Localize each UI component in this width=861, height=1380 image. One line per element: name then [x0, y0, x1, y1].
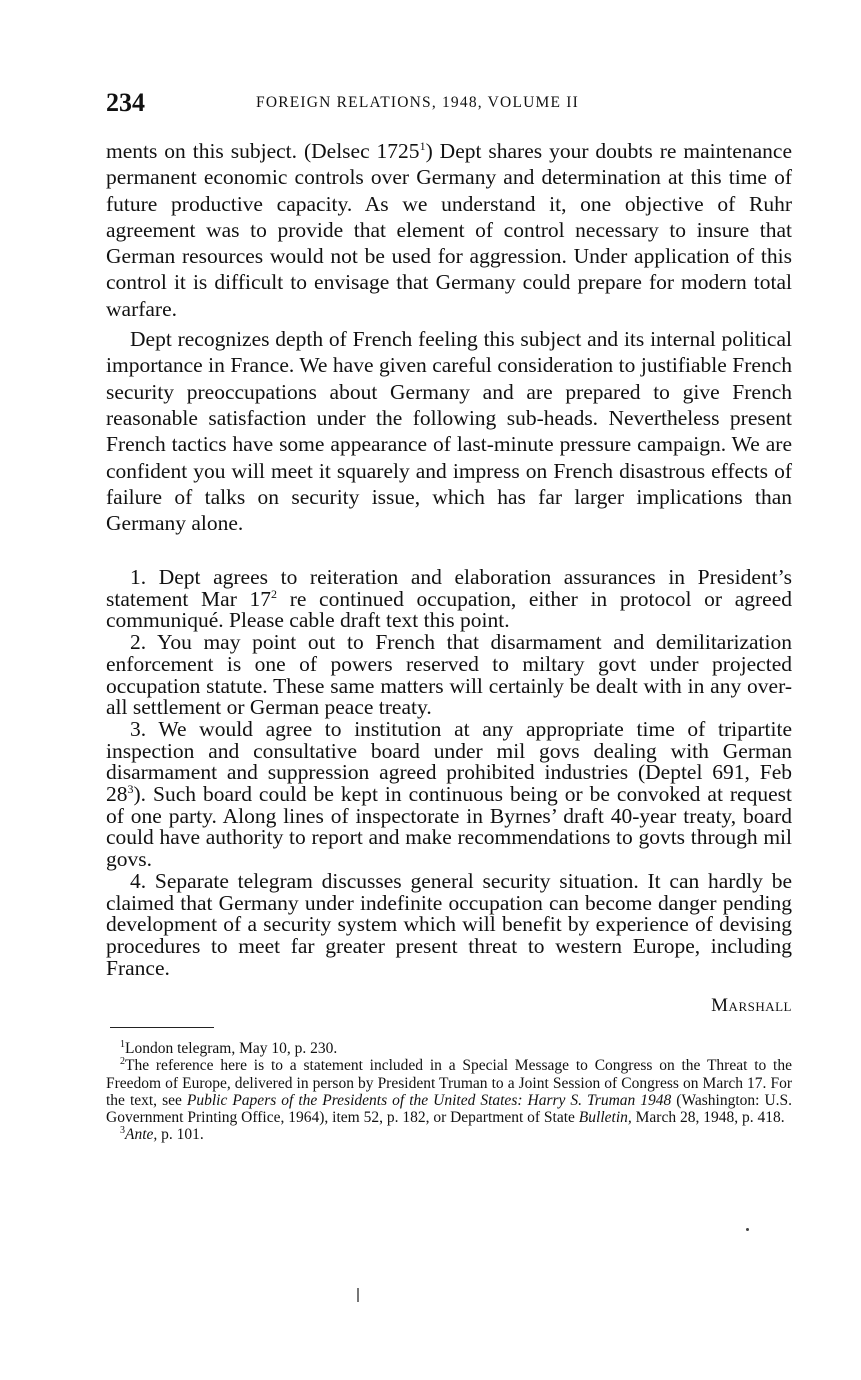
point-1 — [106, 567, 792, 632]
page-number: 234 — [106, 88, 145, 117]
point-3-part-a: 3. We would agree to institution at any appropriate time of tripartite inspection and consultative board under mil govs dealing with German disarmament and suppression agreed prohibited industries (Deptel 691, Feb 28 — [106, 716, 792, 807]
footnote-3 — [106, 1126, 792, 1143]
footnotes — [106, 1040, 792, 1144]
footnote-ref-3: 3 — [127, 781, 134, 796]
paragraph-1-part-b: ) Dept shares your doubts re maintenance permanent economic controls over Germany and determination at this time of future productive capacity. As we understand it, one objective of Ruhr agreement was to provide that element of control necessary to insure that German resources would not be used for aggression. Under application of this control it is difficult to envisage that Germany could prepare for modern total warfare. — [106, 139, 792, 321]
page-header — [106, 88, 792, 118]
footnote-1-text: London telegram, May 10, p. 230. — [125, 1040, 338, 1057]
footnote-2-title-1: Public Papers of the Presidents of the United States: Harry S. Truman 1948 — [186, 1091, 672, 1109]
footnote-2-text-b: (Washington: U.S. Government Printing Office, 1964), item 52, p. 182, or Department of State — [106, 1091, 793, 1127]
footnote-ref-2: 2 — [271, 586, 278, 601]
body-text — [106, 138, 792, 536]
footnote-3-mark: 3 — [120, 1125, 125, 1137]
paragraph-1-part-a: ments on this subject. (Delsec 1725 — [106, 139, 420, 163]
footnote-rule — [110, 1027, 214, 1028]
footnote-1 — [106, 1040, 792, 1057]
running-head: FOREIGN RELATIONS, 1948, VOLUME II — [256, 94, 579, 111]
point-3 — [106, 716, 792, 872]
footnote-2-text-c: March 28, 1948, p. 418. — [631, 1109, 785, 1127]
footnote-2 — [106, 1057, 792, 1126]
scan-mark — [357, 1288, 359, 1302]
footnote-ref-1: 1 — [419, 138, 426, 153]
point-1-part-b: re continued occupation, either in protocol or agreed communiqué. Please cable draft text this point. — [106, 586, 792, 633]
point-1-part-a: 1. Dept agrees to reiteration and elaboration assurances in President’s statement Mar 17 — [106, 565, 792, 611]
point-2: 2. You may point out to French that disarmament and demilitarization enforcement is one of powers reserved to miltary govt under projected occupation statute. These same matters will certainly be dealt with in any over-all settlement or German peace treaty. — [106, 630, 792, 720]
footnote-3-ante: Ante, — [125, 1126, 158, 1144]
paragraph-1 — [106, 138, 792, 322]
footnote-2-title-2: Bulletin, — [578, 1109, 632, 1127]
signature: Marshall — [711, 995, 792, 1016]
point-3-part-b: ). Such board could be kept in continuous being or be convoked at request of one party. Along lines of inspectorate in Byrnes’ draft 40-year treaty, board could have authority to report and make recommendations to govts through mil govs. — [106, 782, 792, 872]
footnote-3-text: p. 101. — [157, 1126, 204, 1144]
footnote-2-text-a: The reference here is to a statement included in a Special Message to Congress on the Threat to the Freedom of Europe, delivered in person by President Truman to a Joint Session of Congress on March 17. For the text, see — [106, 1057, 792, 1109]
footnote-1-mark: 1 — [120, 1038, 125, 1050]
point-4: 4. Separate telegram discusses general security situation. It can hardly be claimed that Germany under indefinite occupation can become danger pending development of a security system which will benefit by experience of devising procedures to meet far greater present threat to western Europe, including France. — [106, 868, 792, 980]
footnote-2-mark: 2 — [120, 1056, 125, 1068]
numbered-points — [106, 567, 792, 979]
scan-speck — [746, 1228, 749, 1231]
paragraph-2: Dept recognizes depth of French feeling this subject and its internal political importance in France. We have given careful consideration to justifiable French security preoccupations about Germany and are prepared to give French reasonable satisfaction under the following sub-heads. Nevertheless present French tactics have some appearance of last-minute pressure campaign. We are confident you will meet it squarely and impress on French disastrous effects of failure of talks on security issue, which has far larger implications than Germany alone. — [106, 327, 792, 536]
